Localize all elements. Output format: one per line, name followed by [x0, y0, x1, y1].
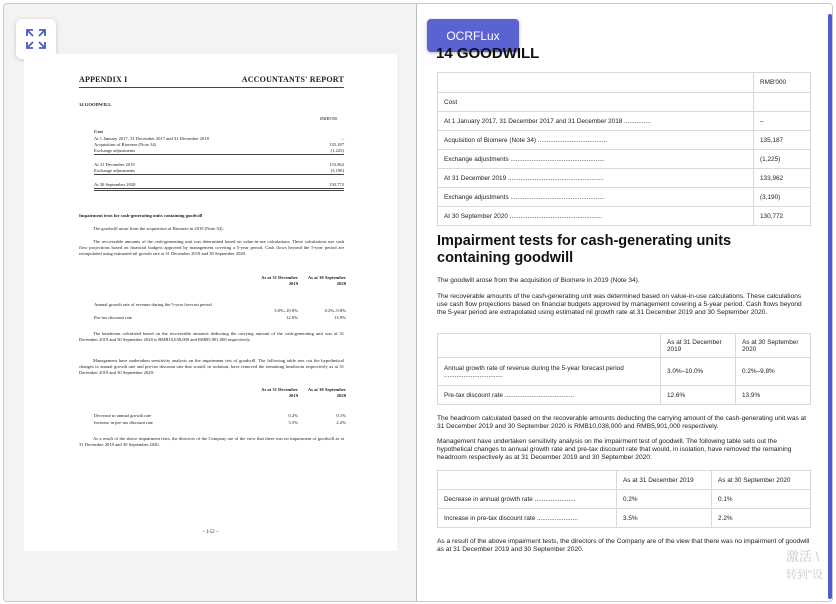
table-cell: Decrease in annual growth rate: [94, 413, 152, 418]
table-row: [438, 73, 811, 93]
ocr-cost-table: [437, 72, 811, 226]
table-row: [438, 131, 811, 150]
table-cell: [438, 73, 754, 93]
table-cell: As at 31 December 2019: [661, 334, 736, 358]
table-row: [438, 188, 811, 207]
page-header: [79, 75, 344, 84]
table-cell: 0.2%: [617, 490, 712, 509]
column-header: As at 31 December 2019: [261, 275, 298, 286]
table-cell: Pre-tax discount rate .......................................: [438, 386, 661, 405]
table-row: [438, 334, 811, 358]
paragraph: The recoverable amounts of the cash-generating unit was determined based on value-in-use calculations. These calculations use cash flow projections based on financial budgets approved by management covering a 5-year period. Cash flows beyond the 5-year period are extrapolated using estimated nil growth rate at 31 December 2019 and 30 September 2020.: [79, 239, 344, 257]
cost-table: [94, 136, 344, 191]
table-cell: 0.2%–9.8%: [324, 308, 346, 313]
paragraph: Management have undertaken sensitivity analysis on the impairment test of goodwill. The following table sets out the hypothetical changes to annual growth rate and pre-tax discount rate that would, in isolation, have removed the remaining headroom respectively as at 31 December 2019 and 30 September 2020:: [437, 438, 792, 461]
paragraph: The goodwill arose from the acquisition of Biomere in 2019 (Note 34).: [437, 277, 640, 284]
ocr-growth-table: [437, 333, 811, 405]
paragraph: Management have undertaken sensitivity analysis on the impairment test of goodwill. The following table sets out the hypothetical changes to annual growth rate and pre-tax discount rate that would, in isolation, have removed the remaining headroom respectively as at 31 December 2019 and 30 September 2020:: [79, 358, 344, 376]
ocr-heading: Impairment tests for cash-generating units containing goodwill: [437, 233, 732, 266]
table-cell: 0.1%: [712, 490, 811, 509]
header-right: ACCOUNTANTS' REPORT: [241, 75, 344, 84]
ocrflux-badge[interactable]: OCRFLux: [427, 19, 519, 52]
table-cell: As at 30 September 2020: [736, 334, 811, 358]
header-left: APPENDIX I: [79, 75, 128, 84]
table-cell: As at 31 December 2019: [617, 471, 712, 490]
table-cell: –: [754, 112, 811, 131]
table-row: [438, 471, 811, 490]
table-cell: 2.2%: [712, 509, 811, 528]
activation-watermark: 激活 \ 转到"设: [786, 549, 823, 581]
column-header: As at 31 December 2019: [261, 387, 298, 398]
table-cell: 3.5%: [288, 420, 298, 425]
table-cell: [438, 334, 661, 358]
table-row: [438, 150, 811, 169]
table-row: Acquisition of Biomere (Note 34) 135,187: [94, 142, 344, 147]
table-row: [438, 509, 811, 528]
table-cell: Pre-tax discount rate: [94, 315, 133, 320]
table-cell: 133,962: [754, 169, 811, 188]
table-cell: Increase in pre-tax discount rate .......................: [438, 509, 617, 528]
source-panel: [4, 4, 417, 601]
table-cell: 12.6%: [286, 315, 298, 320]
table-row: Exchange adjustments (1,225): [94, 148, 344, 153]
table-cell: (1,225): [754, 150, 811, 169]
table-cell: 13.9%: [736, 386, 811, 405]
table-cell: At 31 December 2019 ......................................................: [438, 169, 754, 188]
table-row: At 1 January 2017, 31 December 2017 and 31 December 2018 –: [94, 136, 344, 141]
table-row: [438, 207, 811, 226]
table-cell: As at 30 September 2020: [712, 471, 811, 490]
table-cell: 12.6%: [661, 386, 736, 405]
table-cell: At 30 September 2020 ....................................................: [438, 207, 754, 226]
table-cell: 0.2%–9.8%: [736, 358, 811, 386]
unit-label: RMB'000: [320, 116, 338, 121]
table-cell: 3.0%–10.0%: [274, 308, 298, 313]
cost-label: Cost: [94, 129, 103, 134]
paragraph: The headroom calculated based on the recoverable amounts deducting the carrying amount of the cash-generating unit was at 31 December 2019 and 30 September 2020 is RMB10,038,000 and RMB5,901,000 respectively.: [79, 331, 344, 343]
ocr-title: 14 GOODWILL: [436, 45, 540, 62]
table-row: [438, 112, 811, 131]
paragraph: As a result of the above impairment tests, the directors of the Company are of the view that there was no impairment of goodwill as at 31 December 2019 and 30 September 2020.: [437, 538, 810, 553]
table-cell: [754, 93, 811, 112]
table-row: At 31 December 2019 133,962: [94, 162, 344, 167]
table-cell: 2.2%: [336, 420, 346, 425]
paragraph: The headroom calculated based on the recoverable amounts deducting the carrying amount of the cash-generating unit was at 31 December 2019 and 30 September 2020 is RMB10,038,000 and RMB5,901,000 respectively.: [437, 415, 807, 430]
table-cell: 135,187: [754, 131, 811, 150]
expand-button[interactable]: [16, 19, 56, 59]
table-cell: Exchange adjustments .....................................................: [438, 188, 754, 207]
page-number: – I-52 –: [202, 530, 219, 535]
ocr-sensitivity-table: [437, 470, 811, 528]
table-cell: 0.2%: [288, 413, 298, 418]
table-cell: 13.9%: [334, 315, 346, 320]
paragraph: The goodwill arose from the acquisition of Biomere in 2019 (Note 34).: [93, 226, 224, 231]
table-cell: Decrease in annual growth rate .......................: [438, 490, 617, 509]
table-cell: 130,772: [754, 207, 811, 226]
table-cell: 0.1%: [336, 413, 346, 418]
table-row: At 30 September 2020 130,772: [94, 182, 344, 191]
table-cell: 3.0%–10.0%: [661, 358, 736, 386]
table-row: [438, 169, 811, 188]
paragraph: The recoverable amounts of the cash-generating unit was determined based on value-in-use calculations. These calculations use cash flow projections based on financial budgets approved by management covering a 5-year period. Cash flows beyond the 5-year period are extrapolated using estimated nil growth rate at 31 December 2019 and 30 September 2020.: [437, 293, 802, 316]
table-cell: Annual growth rate of revenue during the 5-year forecast period: [94, 302, 212, 307]
table-row: [438, 358, 811, 386]
table-cell: Increase in pre-tax discount rate: [94, 420, 153, 425]
impairment-heading: Impairment tests for cash-generating units containing goodwill: [79, 213, 203, 218]
table-cell: Acquisition of Biomere (Note 34) .......................................: [438, 131, 754, 150]
scrollbar[interactable]: [828, 14, 832, 599]
document-page: [24, 54, 397, 551]
expand-icon: [25, 28, 47, 50]
column-header: As at 30 September 2020: [307, 387, 346, 398]
table-row: [438, 93, 811, 112]
table-row: Exchange adjustments (3,190): [94, 168, 344, 173]
table-cell: Cost: [438, 93, 754, 112]
table-cell: Exchange adjustments .....................................................: [438, 150, 754, 169]
table-cell: (3,190): [754, 188, 811, 207]
paragraph: As a result of the above impairment tests, the directors of the Company are of the view that there was no impairment of goodwill as at 31 December 2019 and 30 September 2020.: [79, 436, 344, 448]
table-cell: RMB'000: [754, 73, 811, 93]
table-cell: [438, 471, 617, 490]
header-rule: [79, 87, 344, 88]
column-header: As at 30 September 2020: [307, 275, 346, 286]
section-title: 14 GOODWILL: [79, 102, 112, 107]
table-row: [438, 490, 811, 509]
table-cell: 3.5%: [617, 509, 712, 528]
table-row: [438, 386, 811, 405]
table-cell: Annual growth rate of revenue during the 5-year forecast period .................................: [438, 358, 661, 386]
table-cell: At 1 January 2017, 31 December 2017 and 31 December 2018 ...............: [438, 112, 754, 131]
